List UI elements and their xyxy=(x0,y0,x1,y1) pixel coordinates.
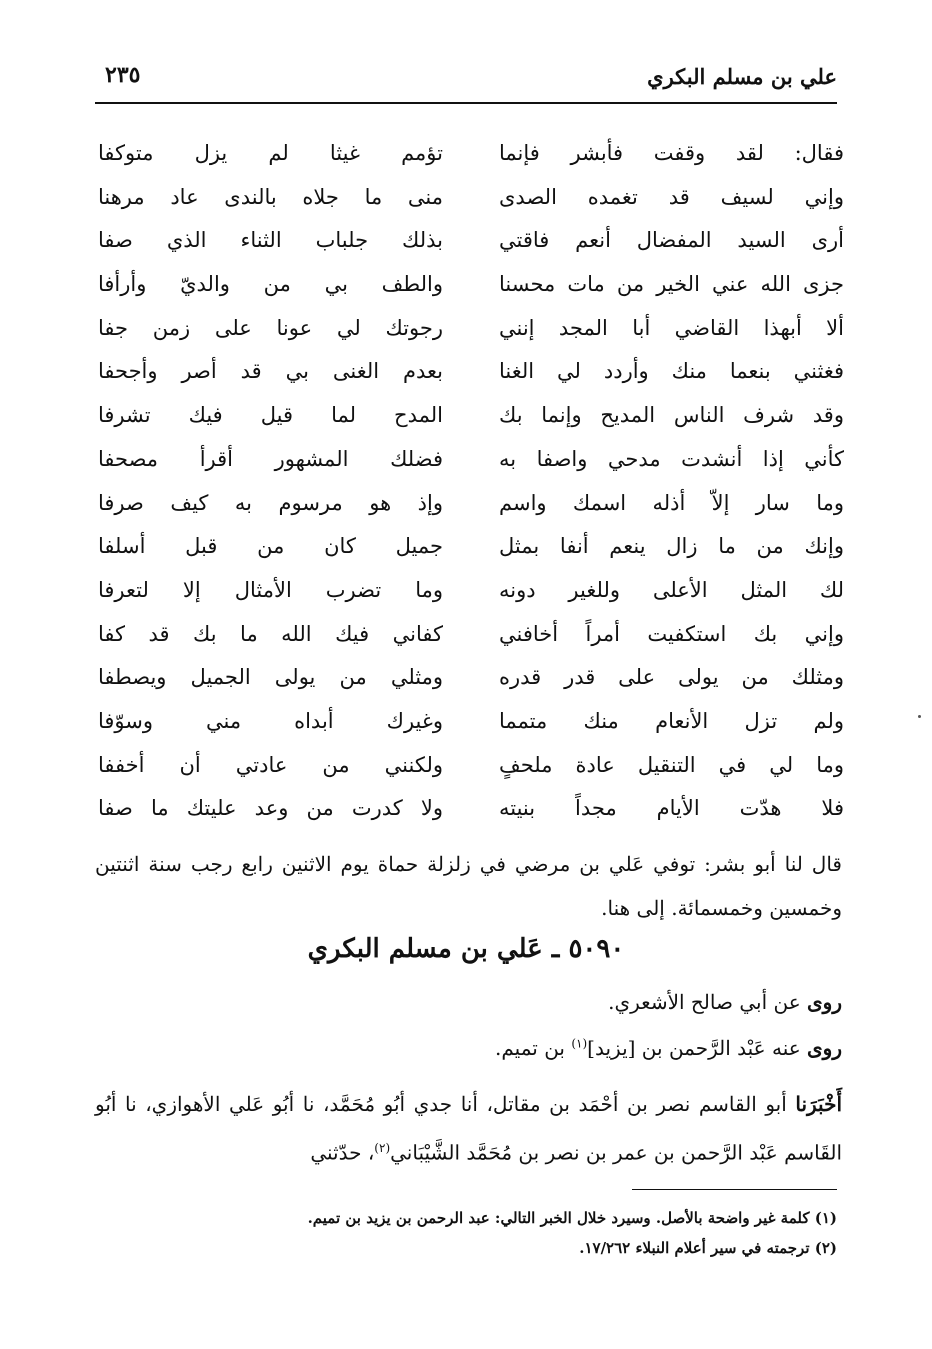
isnad-tail: ، حدّثني xyxy=(310,1140,375,1165)
footnotes xyxy=(95,1203,837,1263)
verse-first-half: ألا أبهذا القاضي أبا المجد إنني xyxy=(499,315,844,340)
verse-first-half: وقد شرف الناس المديح وإنما بك xyxy=(499,403,844,428)
verse-first-half: وإنك من ما زال ينعم أنفا بمثل xyxy=(499,534,844,559)
verse-second-half: جميل كان من قبل أسلفا xyxy=(98,534,443,559)
verse-second-half: ولكنني من عادتي أن أخففا xyxy=(98,752,443,777)
verse-first-half: وما سار إلاّ أذله اسمك واسم xyxy=(499,490,844,515)
verse-first-half: ومثلك من يولى على قدر قدره xyxy=(499,665,844,690)
verse-second-half: بعدم الغنى بي قد أصر وأجحفا xyxy=(98,359,443,384)
verse-second-half: تؤمم غيثا لم يزل متوكفا xyxy=(98,141,443,165)
verse-second-half: وغيرك أبداه مني وسوّفا xyxy=(98,708,443,733)
verse-first-half: لك المثل الأعلى وللغير دونه xyxy=(499,577,844,602)
narrated-from-text: عن أبي صالح الأشعري. xyxy=(608,990,808,1014)
verse-first-half: فلا هدّت الأيام مجداً بنيته xyxy=(499,796,844,821)
verse-first-half: أرى السيد المفضال أنعم فاقتي xyxy=(499,228,844,253)
verse-first-half: فقال: لقد وقفت فأبشر فإنما xyxy=(499,141,844,165)
scan-speck xyxy=(918,715,921,718)
verse-second-half: ومثلي من يولى الجميل ويصطفا xyxy=(98,665,443,690)
narrated-by-line xyxy=(95,1036,842,1060)
keyword-rawa: روى xyxy=(807,990,842,1014)
verse-second-half: وما تضرب الأمثال إلا لتعرفا xyxy=(98,577,443,602)
verse-second-half: ولا كدرت من وعد عليتك ما صفا xyxy=(98,796,443,821)
footnote-ref-1[interactable]: (١) xyxy=(571,1036,588,1051)
page-number: ٢٣٥ xyxy=(105,62,141,88)
isnad-paragraph xyxy=(95,1082,842,1175)
poem xyxy=(98,132,844,832)
verse-second-half: فضلك المشهور أقرأ مصحفا xyxy=(98,446,443,471)
verse-first-half: وإني بك استكفيت أمراً أخافني xyxy=(499,621,844,646)
verse-second-half: رجوتك لي عونا على زمن جفا xyxy=(98,315,443,340)
footnote-separator xyxy=(632,1189,837,1190)
verse-second-half: المدح لما قيل فيك تشرفا xyxy=(98,403,443,428)
page-header xyxy=(95,62,837,104)
verse-second-half: كفاني فيك الله ما بك قد كفا xyxy=(98,621,443,646)
verse-first-half: وإني لسيف قد تغمده الصدى xyxy=(499,184,844,209)
running-title: علي بن مسلم البكري xyxy=(647,64,837,89)
verse-first-half: كأني إذا أنشدت مدحي واصفا به xyxy=(499,446,844,471)
poem-first-hemistichs xyxy=(499,132,844,831)
verse-first-half: فغثني بنعما منك وأردد لي الغنا xyxy=(499,359,844,384)
verse-second-half: والطف بي من والديّ وأرأفا xyxy=(98,272,443,297)
isnad-text: أبو القاسم نصر بن أحْمَد بن مقاتل، أنا جدي أبُو مُحَمَّد، نا أبُو عَلي الأهوازي، نا أبُو القَاسم عَبْد الرَّحمن بن عمر بن نصر بن مُحَمَّد الشَّيْبَاني xyxy=(95,1092,842,1165)
narrated-by-text: عنه عَبْد الرَّحمن بن [يزيد] xyxy=(587,1036,808,1060)
footnote-2: (٢) ترجمته في سير أعلام النبلاء ١٧/٢٦٢. xyxy=(579,1239,837,1257)
footnote-1: (١) كلمة غير واضحة بالأصل. وسيرد خلال الخبر التالي: عبد الرحمن بن يزيد بن تميم. xyxy=(307,1209,837,1227)
keyword-rawa: روى xyxy=(807,1036,842,1060)
keyword-akhbarana: أَخْبَرَنا xyxy=(795,1092,842,1116)
verse-first-half: ولم تزل الأنعام منك متمما xyxy=(499,708,844,733)
verse-second-half: وإذ هو مرسوم به كيف صرفا xyxy=(98,490,443,515)
death-note: قال لنا أبو بشر: توفي عَلي بن مرضي في زلزلة حماة يوم الاثنين رابع رجب سنة اثنتين وخمسين وخمسمائة. إلى هنا. xyxy=(95,852,842,920)
verse-first-half: وما لي في التنقيل عادة ملحفٍ xyxy=(499,752,844,777)
narrated-by-tail: بن تميم. xyxy=(495,1036,572,1060)
verse-second-half: منى ما جلاه بالندى عاد مرهنا xyxy=(98,184,443,209)
entry-title: ٥٠٩٠ ـ عَلي بن مسلم البكري xyxy=(307,934,625,964)
verse-first-half: جزى الله عني الخير من مات محسنا xyxy=(499,272,844,297)
narrated-from-line xyxy=(95,990,842,1014)
footnote-ref-2[interactable]: (٢) xyxy=(374,1141,391,1155)
verse-second-half: بذلك جلباب الثناء الذي صفا xyxy=(98,228,443,253)
poem-second-hemistichs xyxy=(98,132,443,831)
